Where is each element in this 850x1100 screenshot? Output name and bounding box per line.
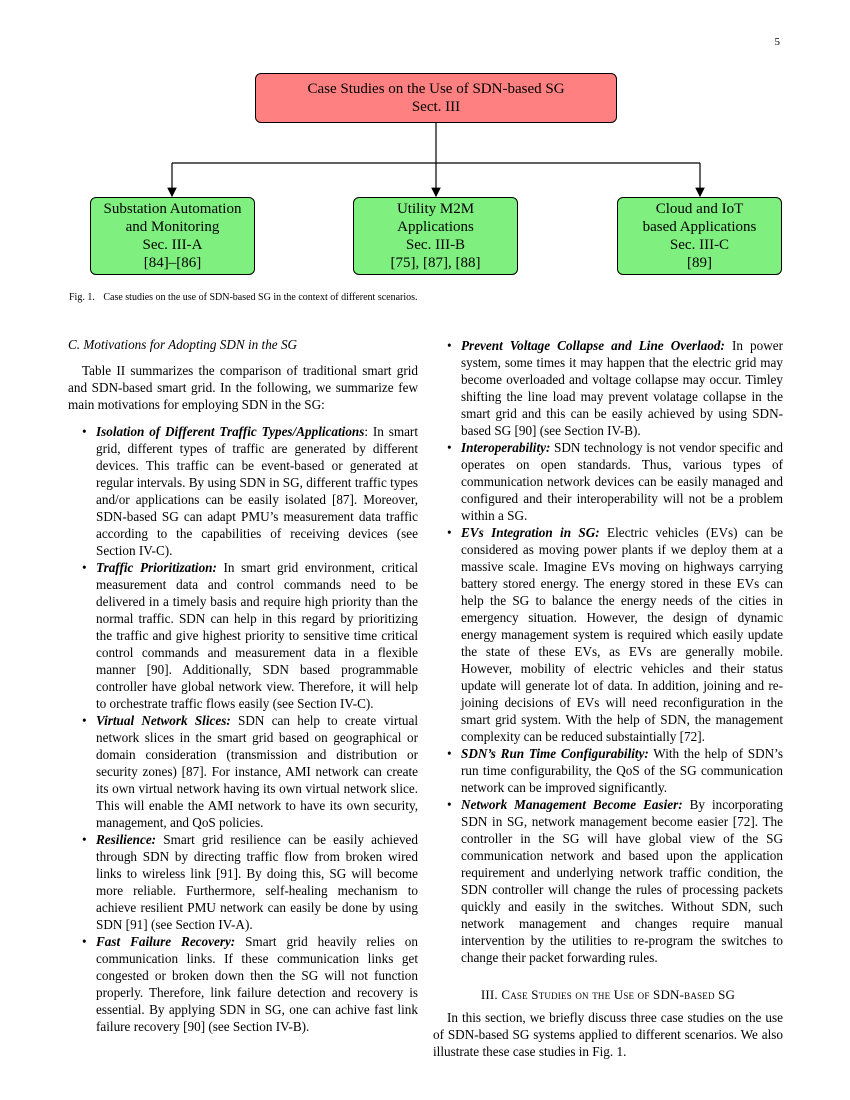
node-line: Applications: [397, 219, 474, 235]
node-line: Substation Automation: [103, 201, 242, 217]
item-text: Smart grid resilience can be easily achieved through SDN by directing traffic flow from broken wired links to wireless link [91]. By doing this, SG will become more reliable. Furthermore, self-healing mechanism to achieve resilient PMU network can easily be done by using SDN [91] (see Section IV-A).: [96, 832, 418, 932]
item-text: By incorporating SDN in SG, network management become easier [72]. The controller in the SG will have global view of the SG communication network and based upon the application requirement and underlying network traffic condition, the SDN controller will change the rules of processing packets quickly and easily in the switches. Without SDN, such network management and changes require manual intervention by the utilities to re-program the switches to change their packet forwarding rules.: [461, 797, 784, 965]
root-node-title: Case Studies on the Use of SDN-based SG: [307, 81, 565, 97]
root-node: [255, 73, 617, 123]
item-text: SDN can help to create virtual network slices in the smart grid based on geographical or domain consideration (transmission and distribution or security zones) [87]. For instance, AMI network can create its own virtual network having its own virtual network slice. This will enable the AMI network to have its own security, management, and QoS policies.: [96, 713, 418, 830]
caption-label: Fig. 1.: [69, 292, 95, 303]
item-term: Fast Failure Recovery:: [96, 934, 236, 949]
section-title: Case Studies on the Use of SDN-based SG: [501, 987, 736, 1002]
node-line: [84]–[86]: [143, 255, 202, 271]
item-term: Prevent Voltage Collapse and Line Overlaod:: [461, 338, 725, 353]
node-line: and Monitoring: [125, 219, 220, 235]
list-item: [68, 933, 418, 1035]
item-text: SDN technology is not vendor specific and operates on open standards. Thus, various types of communication network devices can be easily managed and configured and their interoperability will not be a problem within a SG.: [461, 440, 783, 523]
motivation-list-continued: [433, 337, 783, 966]
node-line: Cloud and IoT: [655, 201, 744, 217]
intro-paragraph: Table II summarizes the comparison of traditional smart grid and SDN-based smart grid. In the following, we summarize few main motivations for employing SDN in the SG:: [68, 363, 418, 412]
item-text: Smart grid heavily relies on communication links. If these communication links get congested or broken down then the SG will not function properly. Therefore, link failure detection and recovery is essential. By applying SDN in SG, one can achive fast link failure recovery [90] (see Section IV-B).: [96, 934, 418, 1034]
list-item: [433, 439, 783, 524]
section-heading: [433, 986, 783, 1003]
child-node-cloud-iot: [617, 197, 782, 275]
right-column: [433, 337, 783, 1060]
subsection-title: C. Motivations for Adopting SDN in the SG: [68, 337, 298, 352]
item-term: Network Management Become Easier:: [461, 797, 683, 812]
item-text: In power system, some times it may happen that the electric grid may become overloaded and voltage collapse may occur. Timley shifting the line load may prevent volatage collapse in the smart grid and this can be easily achieved by using SDN-based SG [90] (see Section IV-B).: [461, 338, 783, 438]
list-item: [68, 423, 418, 559]
figure-caption: [69, 292, 418, 303]
section-number: III.: [480, 987, 498, 1002]
list-item: [433, 796, 783, 966]
list-item: [433, 745, 783, 796]
node-line: Sec. III-B: [405, 237, 466, 253]
list-item: [68, 831, 418, 933]
item-term: SDN’s Run Time Configurability:: [461, 746, 649, 761]
node-line: based Applications: [642, 219, 757, 235]
page-number: 5: [774, 36, 780, 48]
item-term: Traffic Prioritization:: [96, 560, 217, 575]
item-term: Interoperability:: [461, 440, 551, 455]
item-term-sep: :: [364, 424, 369, 439]
node-line: Sec. III-A: [142, 237, 203, 253]
list-item: [433, 337, 783, 439]
item-term: EVs Integration in SG:: [461, 525, 600, 540]
left-column: [68, 336, 418, 1035]
section-paragraph: In this section, we briefly discuss three case studies on the use of SDN-based SG systems applied to different scenarios. We also illustrate these case studies in Fig. 1.: [433, 1010, 783, 1059]
item-text: With the help of SDN’s run time configurability, the QoS of the SG communication network can be improved significantly.: [461, 746, 783, 795]
item-text: In smart grid, different types of traffic are generated by different devices. This traffic can be event-based or generated at regular intervals. By using SDN in SG, different traffic types and/or applications can be easily isolated [87]. Moreover, SDN-based SG can adapt PMU’s measurement data traffic according to the capabilities of receiving devices (see Section IV-C).: [96, 424, 418, 558]
node-line: [89]: [687, 255, 712, 271]
figure-1: [0, 0, 850, 303]
item-term: Isolation of Different Traffic Types/Applications: [96, 424, 365, 439]
list-item: [68, 712, 418, 831]
item-term: Resilience:: [96, 832, 157, 847]
node-line: Utility M2M: [396, 201, 475, 217]
child-node-utility-m2m: [353, 197, 518, 275]
item-text: In smart grid environment, critical measurement data and control commands need to be delivered in a timely basis and require high priority than the normal traffic. SDN can help in this regard by prioritizing the traffic and give highest priority to sensitive time critical control commands and measurement data in a flexible manner [90]. Additionally, SDN based programmable controller have global network view. Therefore, it will help to orchestrate traffic flows easily (see Section IV-C).: [96, 560, 418, 711]
list-item: [68, 559, 418, 712]
node-line: [75], [87], [88]: [390, 255, 481, 271]
root-node-section: Sect. III: [411, 99, 461, 115]
motivation-list: [68, 423, 418, 1035]
child-node-substation: [90, 197, 255, 275]
caption-text: Case studies on the use of SDN-based SG in the context of different scenarios.: [103, 292, 418, 303]
item-term: Virtual Network Slices:: [96, 713, 231, 728]
list-item: [433, 524, 783, 745]
item-text: Electric vehicles (EVs) can be considered as moving power plants if we deploy them at a massive scale. Imagine EVs moving on highways carrying battery stored energy. The energy stored in these EVs can help the SG to balance the energy needs of the cities in emergency situation. However, the design of dynamic energy management system is required which easily update the state of these EVs, as EVs are generally mobile. However, mobility of electric vehicles and their status update will generate lot of data. In addition, joining and re-joining decisions of EVs will need reconfiguration in the smart grid system. With the help of SDN, the management complexity can be reduced substaintially [72].: [461, 525, 784, 744]
node-line: Sec. III-C: [669, 237, 730, 253]
